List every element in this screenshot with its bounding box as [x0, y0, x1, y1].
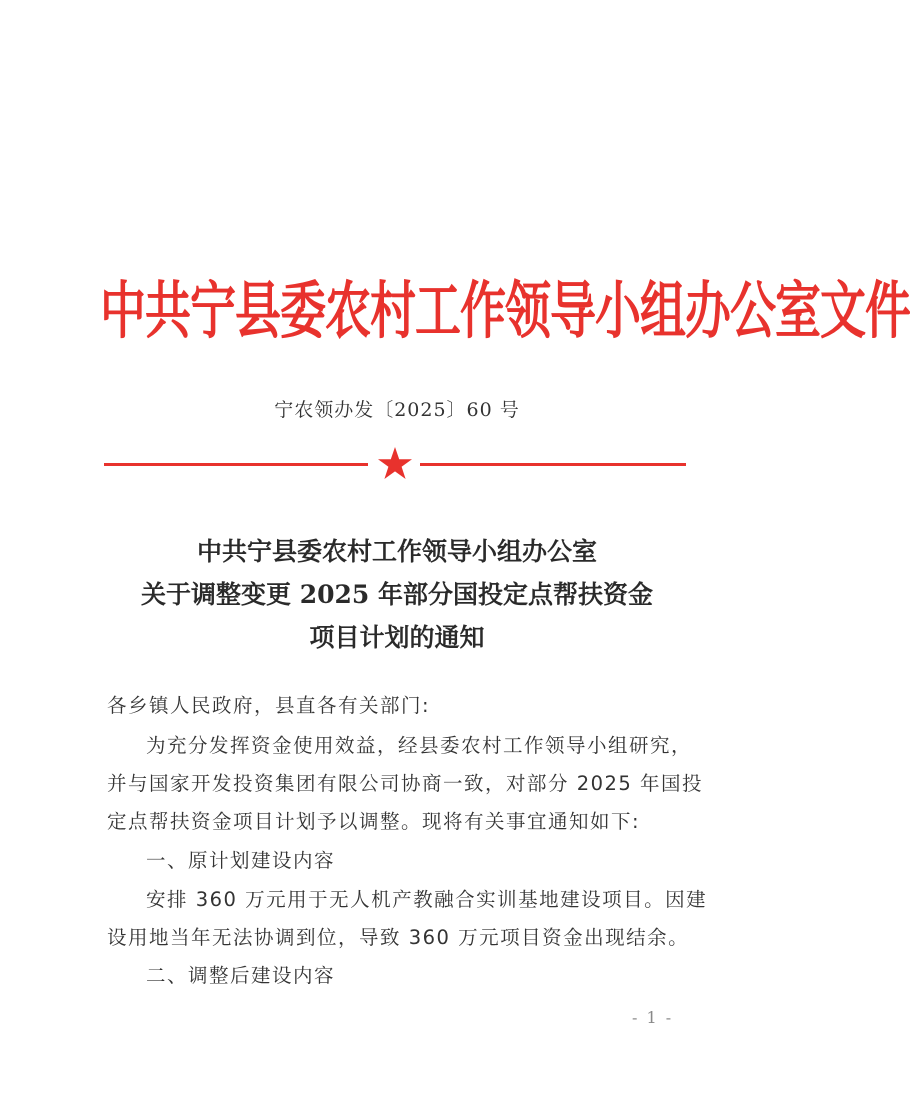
paragraph-1-line-1: 为充分发挥资金使用效益，经县委农村工作领导小组研究，	[146, 734, 693, 757]
paragraph-2-line-2: 设用地当年无法协调到位，导致 360 万元项目资金出现结余。	[107, 926, 690, 949]
red-header-title: 中共宁县委农村工作领导小组办公室文件	[100, 274, 910, 348]
red-divider-right	[420, 463, 686, 466]
page-number: - 1 -	[632, 1008, 674, 1027]
red-divider-left	[104, 463, 368, 466]
document-number: 宁农领办发〔2025〕60 号	[274, 399, 520, 421]
section-heading-1: 一、原计划建设内容	[146, 849, 336, 872]
paragraph-1-line-2: 并与国家开发投资集团有限公司协商一致，对部分 2025 年国投	[107, 772, 704, 795]
paragraph-1-line-3: 定点帮扶资金项目计划予以调整。现将有关事宜通知如下:	[107, 810, 641, 833]
salutation: 各乡镇人民政府，县直各有关部门:	[107, 694, 431, 717]
notice-title-line-2: 关于调整变更 2025 年部分国投定点帮扶资金	[141, 580, 653, 609]
notice-title-line-1: 中共宁县委农村工作领导小组办公室	[196, 537, 597, 566]
red-star-icon	[377, 446, 413, 482]
section-heading-2: 二、调整后建设内容	[146, 964, 336, 987]
notice-title-line-3: 项目计划的通知	[309, 623, 485, 652]
paragraph-2-line-1: 安排 360 万元用于无人机产教融合实训基地建设项目。因建	[146, 888, 708, 911]
